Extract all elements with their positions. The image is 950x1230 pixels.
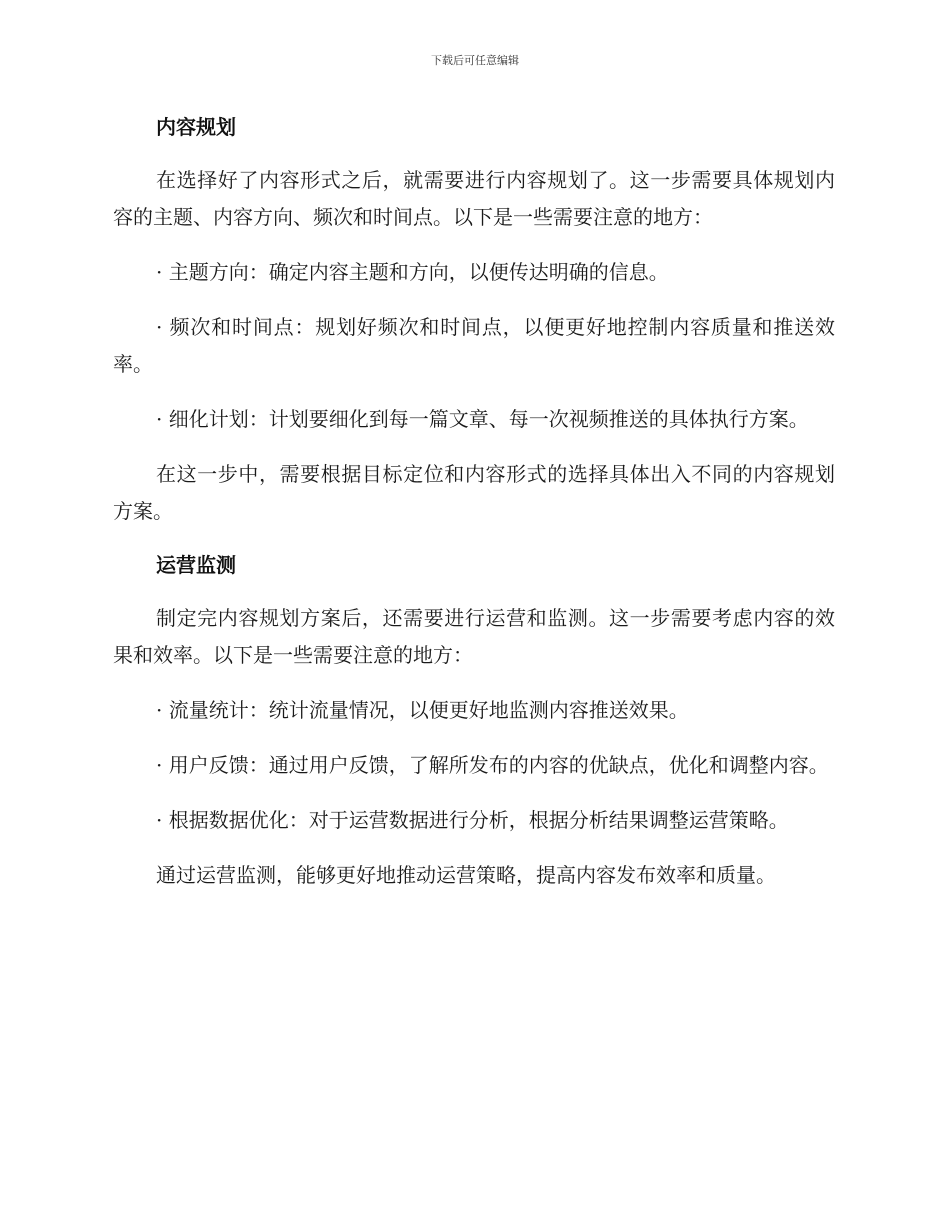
bullet-item: · 根据数据优化：对于运营数据进行分析，根据分析结果调整运营策略。 xyxy=(156,808,789,832)
bullet-item: · 主题方向：确定内容主题和方向，以便传达明确的信息。 xyxy=(156,260,669,284)
paragraph: 在选择好了内容形式之后，就需要进行内容规划了。这一步需要具体规划内容的主题、内容方向、频次和时间点。以下是一些需要注意的地方： xyxy=(113,168,835,229)
paragraph: 在这一步中，需要根据目标定位和内容形式的选择具体出入不同的内容规划方案。 xyxy=(113,462,835,523)
section-heading-content-planning: 内容规划 xyxy=(156,115,236,139)
document-body xyxy=(113,110,835,894)
bullet-item: · 频次和时间点：规划好频次和时间点，以便更好地控制内容质量和推送效率。 xyxy=(113,315,835,376)
section-heading-operation-monitoring: 运营监测 xyxy=(156,553,236,577)
bullet-item: · 流量统计：统计流量情况，以便更好地监测内容推送效果。 xyxy=(156,698,689,722)
page-header: 下载后可任意编辑 xyxy=(431,54,519,67)
paragraph: 通过运营监测，能够更好地推动运营策略，提高内容发布效率和质量。 xyxy=(156,863,776,887)
paragraph: 制定完内容规划方案后，还需要进行运营和监测。这一步需要考虑内容的效果和效率。以下是一些需要注意的地方： xyxy=(113,606,835,667)
bullet-item: · 细化计划：计划要细化到每一篇文章、每一次视频推送的具体执行方案。 xyxy=(156,407,809,431)
bullet-item: · 用户反馈：通过用户反馈，了解所发布的内容的优缺点，优化和调整内容。 xyxy=(156,753,829,777)
